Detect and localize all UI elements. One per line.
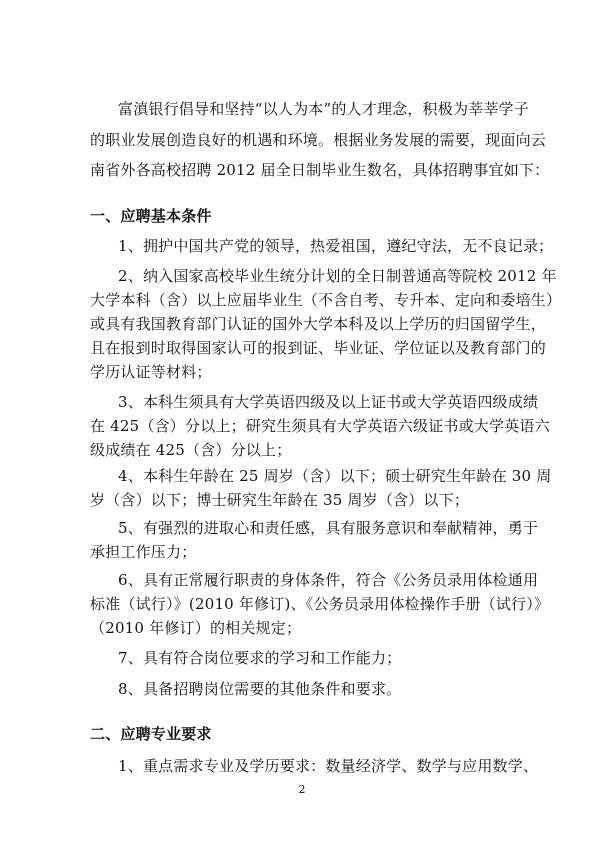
- requirement-8-line-1: 8、具备招聘岗位需要的其他条件和要求。: [118, 680, 402, 698]
- section-heading-major-requirements: 二、应聘专业要求: [90, 725, 212, 743]
- requirement-3-line-3: 级成绩在 425（含）分以上；: [90, 441, 292, 459]
- requirement-2-line-2: 大学本科（含）以上应届毕业生（不含自考、专升本、定向和委培生）: [90, 291, 562, 309]
- requirement-3-line-2: 在 425（含）分以上；研究生须具有大学英语六级证书或大学英语六: [90, 417, 550, 435]
- page-number: 2: [298, 783, 306, 796]
- requirement-5-line-2: 承担工作压力；: [90, 543, 197, 561]
- section-heading-basic-requirements: 一、应聘基本条件: [90, 207, 212, 225]
- requirement-3-line-1: 3、本科生须具有大学英语四级及以上证书或大学英语四级成绩: [118, 393, 539, 411]
- requirement-6-line-2: 标准（试行）》(2010 年修订)、《公务员录用体检操作手册（试行）》: [90, 595, 550, 613]
- requirement-6-line-3: （2010 年修订）的相关规定；: [90, 619, 302, 637]
- intro-line-1: 富滇银行倡导和坚持“以人为本”的人才理念，积极为莘莘学子: [118, 100, 529, 118]
- requirement-5-line-1: 5、有强烈的进取心和责任感，具有服务意识和奉献精神，勇于: [118, 519, 539, 537]
- requirement-2-line-3: 或具有我国教育部门认证的国外大学本科及以上学历的归国留学生，: [90, 315, 547, 333]
- requirement-7-line-1: 7、具有符合岗位要求的学习和工作能力；: [118, 649, 402, 667]
- requirement-2-line-1: 2、纳入国家高校毕业生统分计划的全日制普通高等院校 2012 年: [118, 267, 557, 285]
- requirement-4-line-1: 4、本科生年龄在 25 周岁（含）以下；硕士研究生年龄在 30 周: [118, 467, 552, 485]
- major-requirement-1-line-1: 1、重点需求专业及学历要求：数量经济学、数学与应用数学、: [118, 757, 539, 775]
- requirement-4-line-2: 岁（含）以下；博士研究生年龄在 35 周岁（含）以下；: [90, 491, 470, 509]
- intro-line-2: 的职业发展创造良好的机遇和环境。根据业务发展的需要，现面向云: [90, 131, 547, 149]
- requirement-6-line-1: 6、具有正常履行职责的身体条件，符合《公务员录用体检通用: [118, 571, 539, 589]
- requirement-2-line-4: 且在报到时取得国家认可的报到证、毕业证、学位证以及教育部门的: [90, 339, 547, 357]
- requirement-1-line-1: 1、拥护中国共产党的领导，热爱祖国，遵纪守法，无不良记录；: [118, 237, 554, 255]
- intro-line-3: 南省外各高校招聘 2012 届全日制毕业生数名，具体招聘事宜如下：: [90, 161, 550, 179]
- requirement-2-line-5: 学历认证等材料；: [90, 363, 212, 381]
